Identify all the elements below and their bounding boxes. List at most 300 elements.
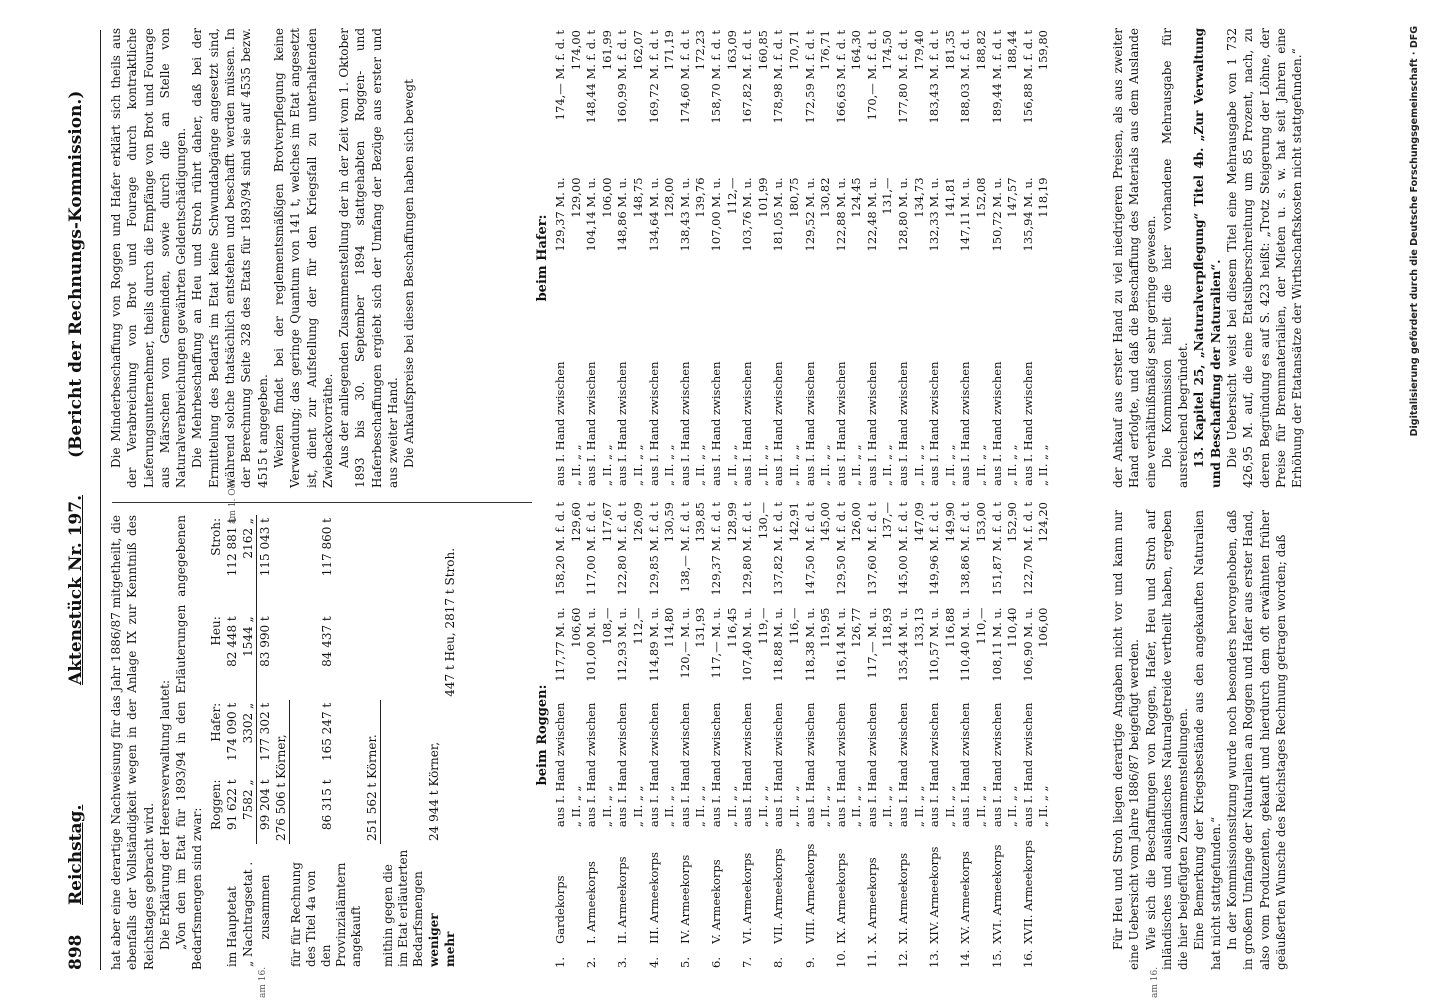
- hafer-table: [553, 28, 1052, 488]
- price-high: 188,44: [1005, 30, 1020, 71]
- spacer: [1005, 829, 1021, 946]
- cell: 84 437 t: [319, 616, 334, 667]
- price-low: 114,89 M. u.: [646, 607, 661, 682]
- roggen-row: [709, 500, 725, 970]
- price-high: 158,20 M. f. d. t: [553, 502, 567, 596]
- hafer-row: [865, 28, 881, 488]
- hand-label: aus I. Hand zwischen: [927, 702, 942, 828]
- price-high: 137,60 M. f. d. t: [864, 502, 879, 596]
- price-high: 189,44 M. f. d. t: [989, 30, 1004, 124]
- price-high: 149,90: [942, 502, 957, 543]
- price-low: 110,57 M. u.: [927, 607, 942, 682]
- weniger-value: 24 944 t Körner,: [426, 741, 441, 841]
- table-row: [442, 515, 458, 970]
- corps-name: V. Armeekorps: [708, 859, 723, 944]
- roggen-row: [725, 500, 741, 970]
- roggen-row: [584, 500, 600, 970]
- spacer: [974, 946, 990, 970]
- spacer: [880, 829, 896, 946]
- hand-label: aus I. Hand zwischen: [864, 361, 879, 486]
- spacer: [974, 829, 990, 946]
- right-paragraph: Die Ankaufspreise bei diesen Beschaffungen haben sich bewegt: [402, 79, 417, 468]
- price-low: 129,52 M. u.: [802, 177, 817, 252]
- price-high: 161,99: [599, 30, 614, 71]
- price-low: 126,77: [849, 607, 864, 648]
- page-number: 898: [66, 934, 86, 970]
- row-number: 15.: [989, 949, 1004, 968]
- spacer: [600, 829, 616, 946]
- price-high: 145,00 M. f. d. t: [896, 502, 911, 596]
- price-high: 151,87 M. f. d. t: [989, 502, 1004, 596]
- spacer: [787, 946, 803, 970]
- price-low: 103,76 M. u.: [740, 177, 755, 252]
- hand-label: „ II. „ „: [755, 785, 770, 828]
- price-low: 130,82: [818, 177, 833, 218]
- price-low: 150,72 M. u.: [989, 177, 1004, 252]
- hafer-row: [1021, 28, 1037, 488]
- corps-name: I. Armeekorps: [584, 861, 599, 944]
- table-row: [224, 515, 240, 970]
- price-low: 148,86 M. u.: [615, 177, 630, 252]
- price-low: 124,45: [849, 177, 864, 218]
- hand-label: aus I. Hand zwischen: [740, 702, 755, 828]
- price-low: 139,76: [693, 177, 708, 218]
- price-high: 179,40: [911, 30, 926, 71]
- koerner-total: 276 506 t Körner,: [273, 700, 290, 844]
- hand-label: aus I. Hand zwischen: [646, 702, 661, 828]
- roggen-row: [631, 500, 647, 970]
- corps-name: III. Armeekorps: [646, 851, 661, 944]
- spacer: [849, 829, 865, 946]
- hand-label: aus I. Hand zwischen: [646, 361, 661, 486]
- hand-label: „ II. „ „: [1036, 444, 1051, 486]
- price-high: 147,50 M. f. d. t: [802, 502, 817, 596]
- spacer: [756, 946, 772, 970]
- rechnung-label: für für Rechnung des Titel 4a von den Provinzialämtern angekauft: [289, 862, 364, 967]
- price-high: 163,09: [724, 30, 739, 71]
- price-high: 158,70 M. f. d. t: [708, 30, 723, 124]
- mehr-label: mehr: [442, 931, 457, 967]
- hafer-row: [615, 28, 631, 488]
- corps-name: II. Armeekorps: [615, 856, 630, 944]
- row-number: 12.: [896, 949, 911, 968]
- price-low: 106,00: [1036, 607, 1051, 648]
- hafer-row: [1036, 28, 1052, 488]
- corps-name: X. Armeekorps: [864, 857, 879, 944]
- bottom-paragraph: Die Uebersicht weist bei diesem Titel eine Mehrausgabe von 1 732 426,95 M. auf, die eine Etatsüberschreitung um 85 Prozent, nach, zu deren Begründung es auf S. 423 heißt: „Trotz Steigerung der Löhne, der Preise für Brennmaterialien, der Mieten u. s. w. hat seit Jahren eine Erhöhung der Etatansätze der Wirthschaftskosten nicht stattgefunden.“: [1225, 28, 1305, 488]
- aktenstueck-number: Aktenstück Nr. 197.: [66, 494, 86, 685]
- price-low: 116,88: [942, 607, 957, 648]
- price-high: 174,60 M. f. d. t: [677, 30, 692, 124]
- table-row: [364, 515, 381, 970]
- hand-label: aus I. Hand zwischen: [615, 361, 630, 486]
- hand-label: „ II. „ „: [662, 785, 677, 828]
- price-low: 116,14 M. u.: [833, 607, 848, 682]
- hafer-section: [533, 28, 1052, 488]
- price-low: 117,77 M. u.: [553, 607, 567, 682]
- hand-label: „ II. „ „: [911, 785, 926, 828]
- cell: 174 090 t: [224, 702, 239, 762]
- price-high: 126,00: [849, 502, 864, 543]
- hafer-row: [709, 28, 725, 488]
- hand-label: aus I. Hand zwischen: [896, 361, 911, 486]
- roggen-body: [553, 500, 1052, 970]
- hand-label: „ II. „ „: [568, 785, 583, 828]
- price-high: 137,82 M. f. d. t: [771, 502, 786, 596]
- price-low: 119,95: [818, 607, 833, 648]
- hafer-row: [943, 28, 959, 488]
- hafer-row: [1005, 28, 1021, 488]
- hafer-row: [771, 28, 787, 488]
- price-low: 122,88 M. u.: [833, 177, 848, 252]
- bottom-paragraph: Die Kommission hielt die hier vorhandene Mehrausgabe für ausreichend begründet.: [1159, 28, 1191, 488]
- price-low: 101,99: [755, 177, 770, 218]
- price-high: 129,50 M. f. d. t: [833, 502, 848, 596]
- hand-label: aus I. Hand zwischen: [802, 361, 817, 486]
- hafer-row: [740, 28, 756, 488]
- margin-note: am 1. Oct.: [228, 476, 238, 524]
- hafer-row: [553, 28, 569, 488]
- cell: 86 315 t: [320, 779, 335, 831]
- row-number: 2.: [584, 957, 599, 968]
- price-high: 164,30: [849, 30, 864, 71]
- roggen-row: [553, 500, 569, 970]
- row-label: im Hauptetat: [224, 886, 239, 967]
- weniger-label: weniger: [426, 913, 441, 967]
- hand-label: aus I. Hand zwischen: [771, 702, 786, 828]
- hand-label: „ II. „ „: [974, 444, 989, 486]
- hand-label: „ II. „ „: [942, 785, 957, 828]
- price-low: 117,— M. u.: [864, 607, 879, 679]
- hand-label: „ II. „ „: [599, 785, 614, 828]
- hand-label: „ II. „ „: [755, 444, 770, 486]
- hafer-row: [974, 28, 990, 488]
- spacer: [569, 829, 585, 946]
- hand-label: aus I. Hand zwischen: [833, 702, 848, 828]
- corps-name: XV. Armeekorps: [958, 851, 973, 944]
- price-low: 110,40 M. u.: [958, 607, 973, 682]
- spacer: [693, 829, 709, 946]
- corps-name: XVI. Armeekorps: [989, 844, 1004, 944]
- hafer-row: [647, 28, 663, 488]
- price-high: 138,— M. f. d. t: [677, 502, 692, 593]
- spacer: [1036, 829, 1052, 946]
- hand-label: aus I. Hand zwischen: [864, 702, 879, 828]
- price-low: 101,00 M. u.: [584, 607, 599, 682]
- price-low: 133,13: [911, 607, 926, 648]
- price-low: 128,00: [662, 177, 677, 218]
- row-number: 1.: [553, 957, 567, 968]
- price-high: 183,43 M. f. d. t: [927, 30, 942, 124]
- price-low: 116,—: [786, 607, 801, 645]
- hand-label: aus I. Hand zwischen: [802, 702, 817, 828]
- right-paragraph: Weizen findet bei der reglementsmäßigen Brotverpflegung keine Verwendung; das geringe Quantum von 141 t, welches im Etat angesetzt ist, dient zur Aufstellung der für den Kriegsfall zu unterhaltenden Zwiebackvorräthe.: [271, 28, 335, 488]
- row-label: „ Nachtragsetat .: [241, 861, 256, 967]
- spacer: [912, 946, 928, 970]
- hand-label: aus I. Hand zwischen: [1020, 702, 1035, 828]
- roggen-row: [600, 500, 616, 970]
- price-high: 147,09: [911, 502, 926, 543]
- price-high: 176,71: [818, 30, 833, 71]
- price-low: 118,38 M. u.: [802, 607, 817, 682]
- corps-name: XI. Armeekorps: [896, 852, 911, 944]
- page-title: Reichstag.: [66, 804, 86, 905]
- spacer: [662, 946, 678, 970]
- price-low: 114,80: [662, 607, 677, 648]
- roggen-row: [693, 500, 709, 970]
- column-divider: [112, 502, 532, 503]
- price-low: 147,57: [1005, 177, 1020, 218]
- hand-label: „ II. „ „: [568, 444, 583, 486]
- spacer: [912, 829, 928, 946]
- roggen-row: [880, 500, 896, 970]
- cell: 7582 „: [240, 776, 257, 844]
- roggen-row: [662, 500, 678, 970]
- spacer: [880, 946, 896, 970]
- price-low: 120,— M. u.: [677, 607, 692, 679]
- cell: 177 302 t: [257, 702, 272, 762]
- spacer: [600, 946, 616, 970]
- col-header: Heu:: [208, 616, 223, 646]
- table-row: [208, 515, 224, 970]
- roggen-row: [1005, 500, 1021, 970]
- price-high: 171,19: [662, 30, 677, 71]
- hafer-row: [834, 28, 850, 488]
- price-low: 181,05 M. u.: [771, 177, 786, 252]
- spacer: [662, 829, 678, 946]
- hand-label: „ II. „ „: [880, 444, 895, 486]
- hand-label: aus I. Hand zwischen: [553, 702, 567, 828]
- roggen-row: [818, 500, 834, 970]
- row-number: 6.: [708, 957, 723, 968]
- cell: 1544 „: [240, 613, 257, 700]
- price-low: 112,93 M. u.: [615, 607, 630, 682]
- cell: 82 448 t: [224, 616, 239, 667]
- roggen-row: [990, 500, 1006, 970]
- right-paragraph: Die Mehrbeschaffung an Heu und Stroh rührt daher, daß bei der Ermittelung des Bedarfs im Etat keine Schwundabgänge angesetzt sind, während solche thatsächlich entstehen und beschafft werden müssen. In der Berechnung Seite 328 des Etats für 1893/94 sind sie auf 4535 bezw. 4515 t angegeben.: [190, 28, 270, 488]
- corps-name: VI. Armeekorps: [740, 852, 755, 944]
- hand-label: aus I. Hand zwischen: [584, 361, 599, 486]
- price-high: 188,03 M. f. d. t: [958, 30, 973, 124]
- hand-label: „ II. „ „: [974, 785, 989, 828]
- hand-label: „ II. „ „: [942, 444, 957, 486]
- cell: 117 860 t: [319, 518, 334, 577]
- col-header: Stroh:: [208, 518, 223, 556]
- price-low: 106,60: [568, 607, 583, 648]
- spacer: [725, 829, 741, 946]
- row-number: 11.: [864, 949, 879, 968]
- price-low: 117,— M. u.: [708, 607, 723, 679]
- margin-note: am 16.: [258, 966, 268, 998]
- hand-label: „ II. „ „: [724, 785, 739, 828]
- price-high: 181,35: [942, 30, 957, 71]
- row-number: 7.: [740, 957, 755, 968]
- hand-label: aus I. Hand zwischen: [989, 361, 1004, 486]
- hand-label: „ II. „ „: [786, 444, 801, 486]
- price-low: 152,08: [974, 177, 989, 218]
- price-high: 167,82 M. f. d. t: [740, 30, 755, 124]
- corps-name: VII. Armeekorps: [771, 848, 786, 944]
- roggen-table: [553, 500, 1052, 970]
- spacer: [693, 946, 709, 970]
- price-low: 134,73: [911, 177, 926, 218]
- hand-label: „ II. „ „: [786, 785, 801, 828]
- price-low: 104,14 M. u.: [584, 177, 599, 252]
- col-header: Hafer:: [208, 702, 223, 742]
- spacer: [725, 946, 741, 970]
- hand-label: „ II. „ „: [599, 444, 614, 486]
- hafer-row: [600, 28, 616, 488]
- price-high: 188,82: [974, 30, 989, 71]
- hand-label: aus I. Hand zwischen: [708, 361, 723, 486]
- hafer-row: [990, 28, 1006, 488]
- corps-name: IV. Armeekorps: [677, 854, 692, 944]
- price-low: 106,00: [599, 177, 614, 218]
- price-low: 135,44 M. u.: [896, 607, 911, 682]
- price-low: 122,48 M. u.: [864, 177, 879, 252]
- spacer: [849, 946, 865, 970]
- roggen-row: [958, 500, 974, 970]
- price-high: 153,00: [974, 502, 989, 543]
- bottom-paragraph: Eine Bemerkung der Kriegsbestände aus den angekauften Naturalien hat nicht stattgefunden.“: [1192, 510, 1223, 970]
- price-high: 139,85: [693, 502, 708, 543]
- table-row: [240, 515, 257, 970]
- roggen-row: [771, 500, 787, 970]
- roggen-row: [849, 500, 865, 970]
- corps-name: Gardekorps: [553, 875, 567, 944]
- table-row: [426, 515, 442, 970]
- price-high: 130,59: [662, 502, 677, 543]
- left-paragraph: Die Erklärung der Heeresverwaltung lautet:: [157, 680, 172, 950]
- cell: 83 990 t: [257, 616, 272, 667]
- hafer-row: [849, 28, 865, 488]
- spacer: [569, 946, 585, 970]
- price-high: 117,67: [599, 502, 614, 543]
- spacer: [756, 829, 772, 946]
- price-high: 117,00 M. f. d. t: [584, 502, 599, 596]
- hand-label: aus I. Hand zwischen: [708, 702, 723, 828]
- hand-label: „ II. „ „: [818, 444, 833, 486]
- price-high: 160,99 M. f. d. t: [615, 30, 630, 124]
- hafer-row: [803, 28, 819, 488]
- hand-label: „ II. „ „: [630, 444, 645, 486]
- price-high: 138,86 M. f. d. t: [958, 502, 973, 596]
- price-high: 172,23: [693, 30, 708, 71]
- hafer-row: [678, 28, 694, 488]
- hafer-row: [927, 28, 943, 488]
- table-row: [289, 515, 364, 970]
- price-high: 129,37 M. f. d. t: [708, 502, 723, 596]
- price-low: 128,80 M. u.: [896, 177, 911, 252]
- price-high: 124,20: [1036, 502, 1051, 543]
- row-number: 5.: [677, 957, 692, 968]
- spacer: [787, 829, 803, 946]
- roggen-row: [756, 500, 772, 970]
- bottom-paragraph: 13. Kapitel 25, „Naturalverpflegung“ Titel 4b. „Zur Verwaltung und Beschaffung der Naturalien“.: [1192, 28, 1223, 488]
- price-low: 110,40: [1005, 607, 1020, 648]
- hand-label: „ II. „ „: [693, 444, 708, 486]
- hand-label: aus I. Hand zwischen: [677, 702, 692, 828]
- hand-label: „ II. „ „: [630, 785, 645, 828]
- hand-label: aus I. Hand zwischen: [989, 702, 1004, 828]
- row-number: 3.: [615, 957, 630, 968]
- hafer-row: [818, 28, 834, 488]
- roggen-row: [569, 500, 585, 970]
- price-low: 112,—: [630, 607, 645, 645]
- roggen-row: [615, 500, 631, 970]
- price-low: 119,—: [755, 607, 770, 645]
- price-high: 126,09: [630, 502, 645, 543]
- price-low: 129,00: [568, 177, 583, 218]
- hand-label: „ II. „ „: [662, 444, 677, 486]
- bedarf-table: [208, 515, 458, 970]
- hafer-row: [584, 28, 600, 488]
- cell: 112 881 t: [224, 518, 239, 577]
- roggen-section: [533, 500, 1052, 970]
- rechnung-total: 251 562 t Körner.: [364, 700, 381, 844]
- hand-label: aus I. Hand zwischen: [553, 361, 567, 486]
- roggen-row: [647, 500, 663, 970]
- price-high: 159,80: [1036, 30, 1051, 71]
- hafer-row: [569, 28, 585, 488]
- left-column: [108, 515, 458, 970]
- price-low: 141,81: [942, 177, 957, 218]
- spacer: [1036, 946, 1052, 970]
- right-column: [108, 28, 418, 488]
- hafer-row: [880, 28, 896, 488]
- corps-name: XVII. Armeekorps: [1020, 840, 1035, 944]
- roggen-row: [896, 500, 912, 970]
- price-low: 131,—: [880, 177, 895, 215]
- price-low: 112,—: [724, 177, 739, 215]
- price-low: 138,43 M. u.: [677, 177, 692, 252]
- price-low: 132,33 M. u.: [927, 177, 942, 252]
- bottom-paragraph: In der Kommissionssitzung wurde noch besonders hervorgehoben, daß in großem Umfange der Naturalien an Roggen und Hafer aus erster Hand, also vom Produzenten, gekauft und hierdurch dem oft erwähnten früher geäußerten Wunsche des Reichstages Rechnung getragen worden; daß: [1225, 510, 1288, 970]
- spacer: [818, 946, 834, 970]
- price-high: 160,85: [755, 30, 770, 71]
- roggen-row: [787, 500, 803, 970]
- price-low: 118,93: [880, 607, 895, 648]
- hand-label: aus I. Hand zwischen: [740, 361, 755, 486]
- bottom-paragraph: der Ankauf aus erster Hand zu viel niedrigeren Preisen, als aus zweiter Hand erfolgte, und daß die Beschaffung des Materials aus dem Auslande eine verhältnißmäßig sehr geringe gewesen.: [1111, 28, 1158, 488]
- hand-label: „ II. „ „: [724, 444, 739, 486]
- hand-label: aus I. Hand zwischen: [677, 361, 692, 486]
- roggen-row: [943, 500, 959, 970]
- bottom-right-text: [1110, 28, 1306, 488]
- hand-label: „ II. „ „: [1036, 785, 1051, 828]
- corps-name: VIII. Armeekorps: [802, 843, 817, 944]
- right-paragraph: Die Minderbeschaffung von Roggen und Hafer erklärt sich theils aus der Verabreichung von Brot und Fourage durch kontraktliche Lieferungsunternehmer, theils durch die Empfänge von Brot und Fourage aus Märschen von Gemeinden, sowie durch die an Stelle von Naturalverabreichungen gewährten Geldentschädigungen.: [109, 28, 189, 488]
- cell: 165 247 t: [320, 702, 335, 762]
- left-paragraph: „Von den im Etat für 1893/94 in den Erläuterungen angegebenen Bedarfsmengen sind zwar:: [174, 515, 205, 970]
- price-low: 148,75: [630, 177, 645, 218]
- price-high: 178,98 M. f. d. t: [771, 30, 786, 124]
- roggen-row: [740, 500, 756, 970]
- hafer-heading: beim Hafer:: [535, 214, 550, 302]
- spacer: [1005, 946, 1021, 970]
- hand-label: aus I. Hand zwischen: [927, 361, 942, 486]
- row-number: 14.: [958, 949, 973, 968]
- price-low: 108,11 M. u.: [989, 607, 1004, 682]
- price-high: 156,88 M. f. d. t: [1020, 30, 1035, 124]
- price-low: 108,—: [599, 607, 614, 645]
- table-row: [273, 515, 290, 970]
- bottom-left-text: [1110, 510, 1289, 970]
- price-high: 169,72 M. f. d. t: [646, 30, 661, 124]
- table-row: [256, 515, 273, 970]
- price-low: 131,93: [693, 607, 708, 648]
- price-high: 162,07: [630, 30, 645, 71]
